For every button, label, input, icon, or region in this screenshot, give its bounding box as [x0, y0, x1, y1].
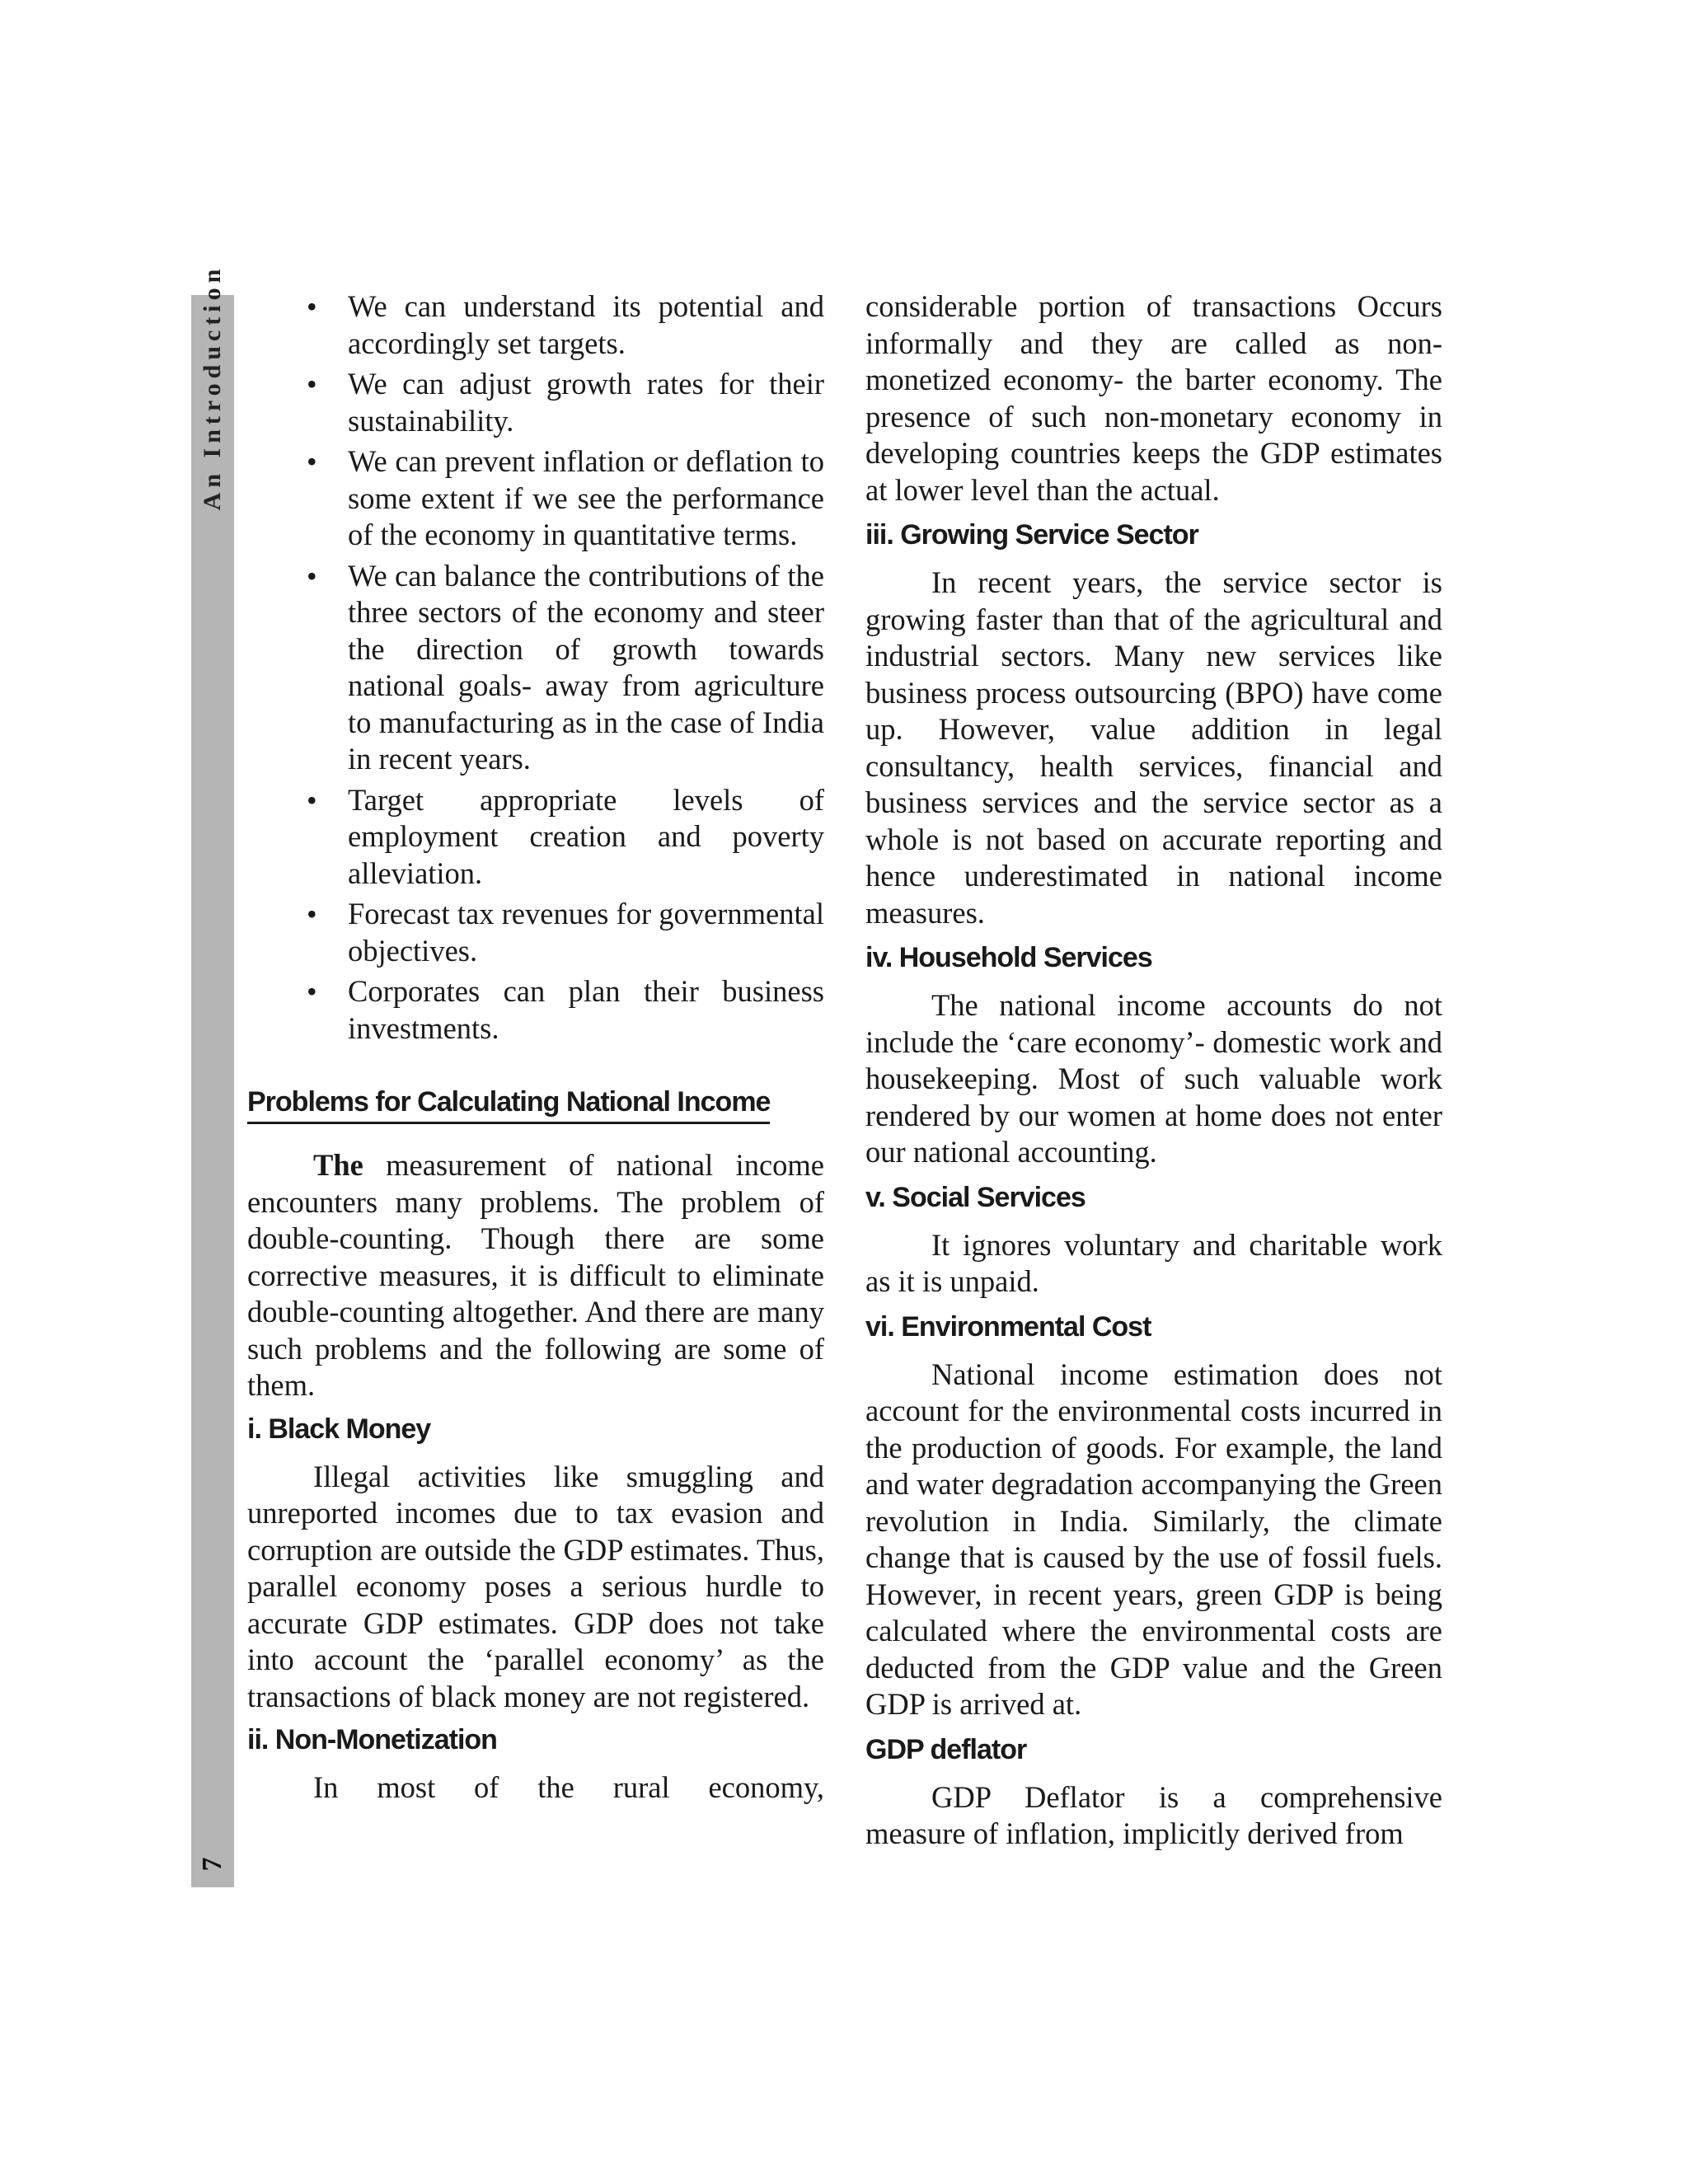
- heading-gdp-deflator: GDP deflator: [865, 1733, 1027, 1765]
- left-column: [247, 288, 824, 1807]
- heading-non-monetization: ii. Non-Monetization: [247, 1724, 497, 1755]
- heading-black-money: i. Black Money: [247, 1413, 431, 1445]
- environment-paragraph: National income estimation does not account for the environmental costs incurred in the production of goods. For example, the land and water degradation accompanying the Green revolution in India. Similarly, the climate change that is caused by the use of fossil fuels. However, in recent years, green GDP is being calculated where the environmental costs are deducted from the GDP value and the Green GDP is arrived at.: [865, 1357, 1442, 1721]
- heading-environmental-cost: vi. Environmental Cost: [865, 1310, 1151, 1343]
- list-item: • We can balance the contributions of the three sectors of the economy and steer the direction of growth towards national goals- away from agriculture to manufacturing as in the case of India in recent years.: [247, 558, 824, 778]
- sidebar-band: [191, 295, 234, 1887]
- right-column: [865, 288, 1442, 1853]
- problems-text: measurement of national income encounters many problems. The problem of double-counting. Though there are some corrective measures, it is difficult to eliminate double-counting altogether. And there are many such problems and the following are some of them.: [247, 1148, 824, 1402]
- problems-lead-word: The: [313, 1148, 363, 1182]
- non-monetization-paragraph-start: In most of the rural economy,: [313, 1770, 824, 1804]
- benefits-list: [247, 288, 824, 1047]
- service-sector-paragraph: In recent years, the service sector is growing faster than that of the agricultural and industrial sectors. Many new services like business process outsourcing (BPO) have come up. However, value addition in legal consultancy, health services, financial and business services and the service sector as a whole is not based on accurate reporting and hence underestimated in national income measures.: [865, 565, 1442, 930]
- list-item: • Target appropriate levels of employment creation and poverty alleviation.: [247, 782, 824, 893]
- list-item: • Forecast tax revenues for governmental objectives.: [247, 896, 824, 969]
- page-number: 7: [197, 1857, 227, 1872]
- black-money-paragraph: Illegal activities like smuggling and unreported incomes due to tax evasion and corruption are outside the GDP estimates. Thus, parallel economy poses a serious hurdle to accurate GDP estimates. GDP does not take into account the ‘parallel economy’ as the transactions of black money are not registered.: [247, 1459, 824, 1713]
- list-item: • We can understand its potential and accordingly set targets.: [247, 288, 824, 362]
- non-monetization-paragraph-cont: considerable portion of transactions Occurs informally and they are called as non-monetized economy- the barter economy. The presence of such non-monetary economy in developing countries keeps the GDP estimates at lower level than the actual.: [865, 289, 1442, 507]
- heading-social-services: v. Social Services: [865, 1181, 1085, 1213]
- heading-service-sector: iii. Growing Service Sector: [865, 519, 1198, 551]
- list-item: • We can prevent inflation or deflation to some extent if we see the performance of the economy in quantitative terms.: [247, 443, 824, 554]
- section-heading-problems: Problems for Calculating National Income: [247, 1084, 770, 1124]
- running-title: An Introduction: [199, 264, 226, 511]
- list-item: • Corporates can plan their business investments.: [247, 973, 824, 1047]
- problems-paragraph: [247, 1147, 824, 1404]
- deflator-paragraph: GDP Deflator is a comprehensive measure of inflation, implicitly derived from: [865, 1779, 1442, 1850]
- social-paragraph: It ignores voluntary and charitable work as it is unpaid.: [865, 1227, 1442, 1298]
- heading-household-services: iv. Household Services: [865, 942, 1152, 973]
- list-item: • We can adjust growth rates for their sustainability.: [247, 366, 824, 439]
- household-paragraph: The national income accounts do not include the ‘care economy’- domestic work and housekeeping. Most of such valuable work rendered by our women at home does not enter our national accounting.: [865, 988, 1442, 1169]
